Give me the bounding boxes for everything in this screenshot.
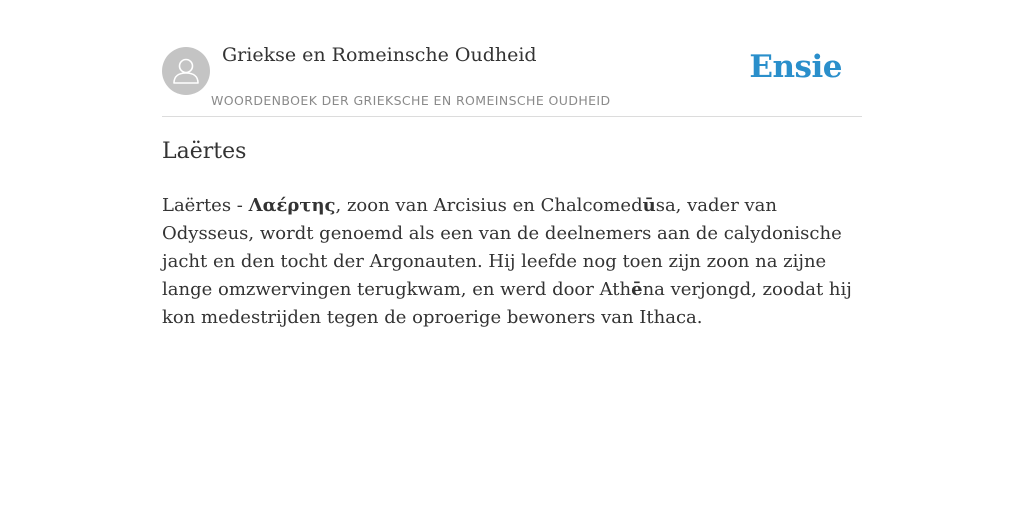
source-title-link[interactable]: Griekse en Romeinsche Oudheid	[222, 44, 537, 66]
entry-long-vowel-u: ū	[642, 195, 656, 216]
entry-text-part-3: na verjongd, zoodat hij kon medestrijden tegen de oproerige bewoners van Ithaca.	[162, 279, 852, 328]
source-subtitle: WOORDENBOEK DER GRIEKSCHE EN ROMEINSCHE OUDHEID	[211, 93, 611, 108]
entry-title: Laërtes	[162, 139, 247, 164]
entry-term: Laërtes	[162, 195, 232, 216]
user-icon	[162, 47, 210, 95]
entry-body	[162, 192, 862, 332]
entry-text-part-1: , zoon van Arcisius en Chalcomed	[335, 195, 643, 216]
avatar[interactable]	[162, 47, 210, 95]
ensie-logo-link[interactable]: Ensie	[749, 49, 842, 85]
source-header	[162, 40, 862, 117]
entry-long-vowel-e: ē	[631, 279, 643, 300]
entry-text-part-2: sa, vader van Odysseus, wordt genoemd als een van de deelnemers aan de calydonische jacht en den tocht der Argonauten. Hij leefde nog toen zijn zoon na zijne lange omzwervingen terugkwam, en werd door Ath	[162, 195, 842, 300]
entry-separator: -	[231, 195, 249, 216]
entry-greek-term: Λαέρτης	[248, 195, 336, 216]
